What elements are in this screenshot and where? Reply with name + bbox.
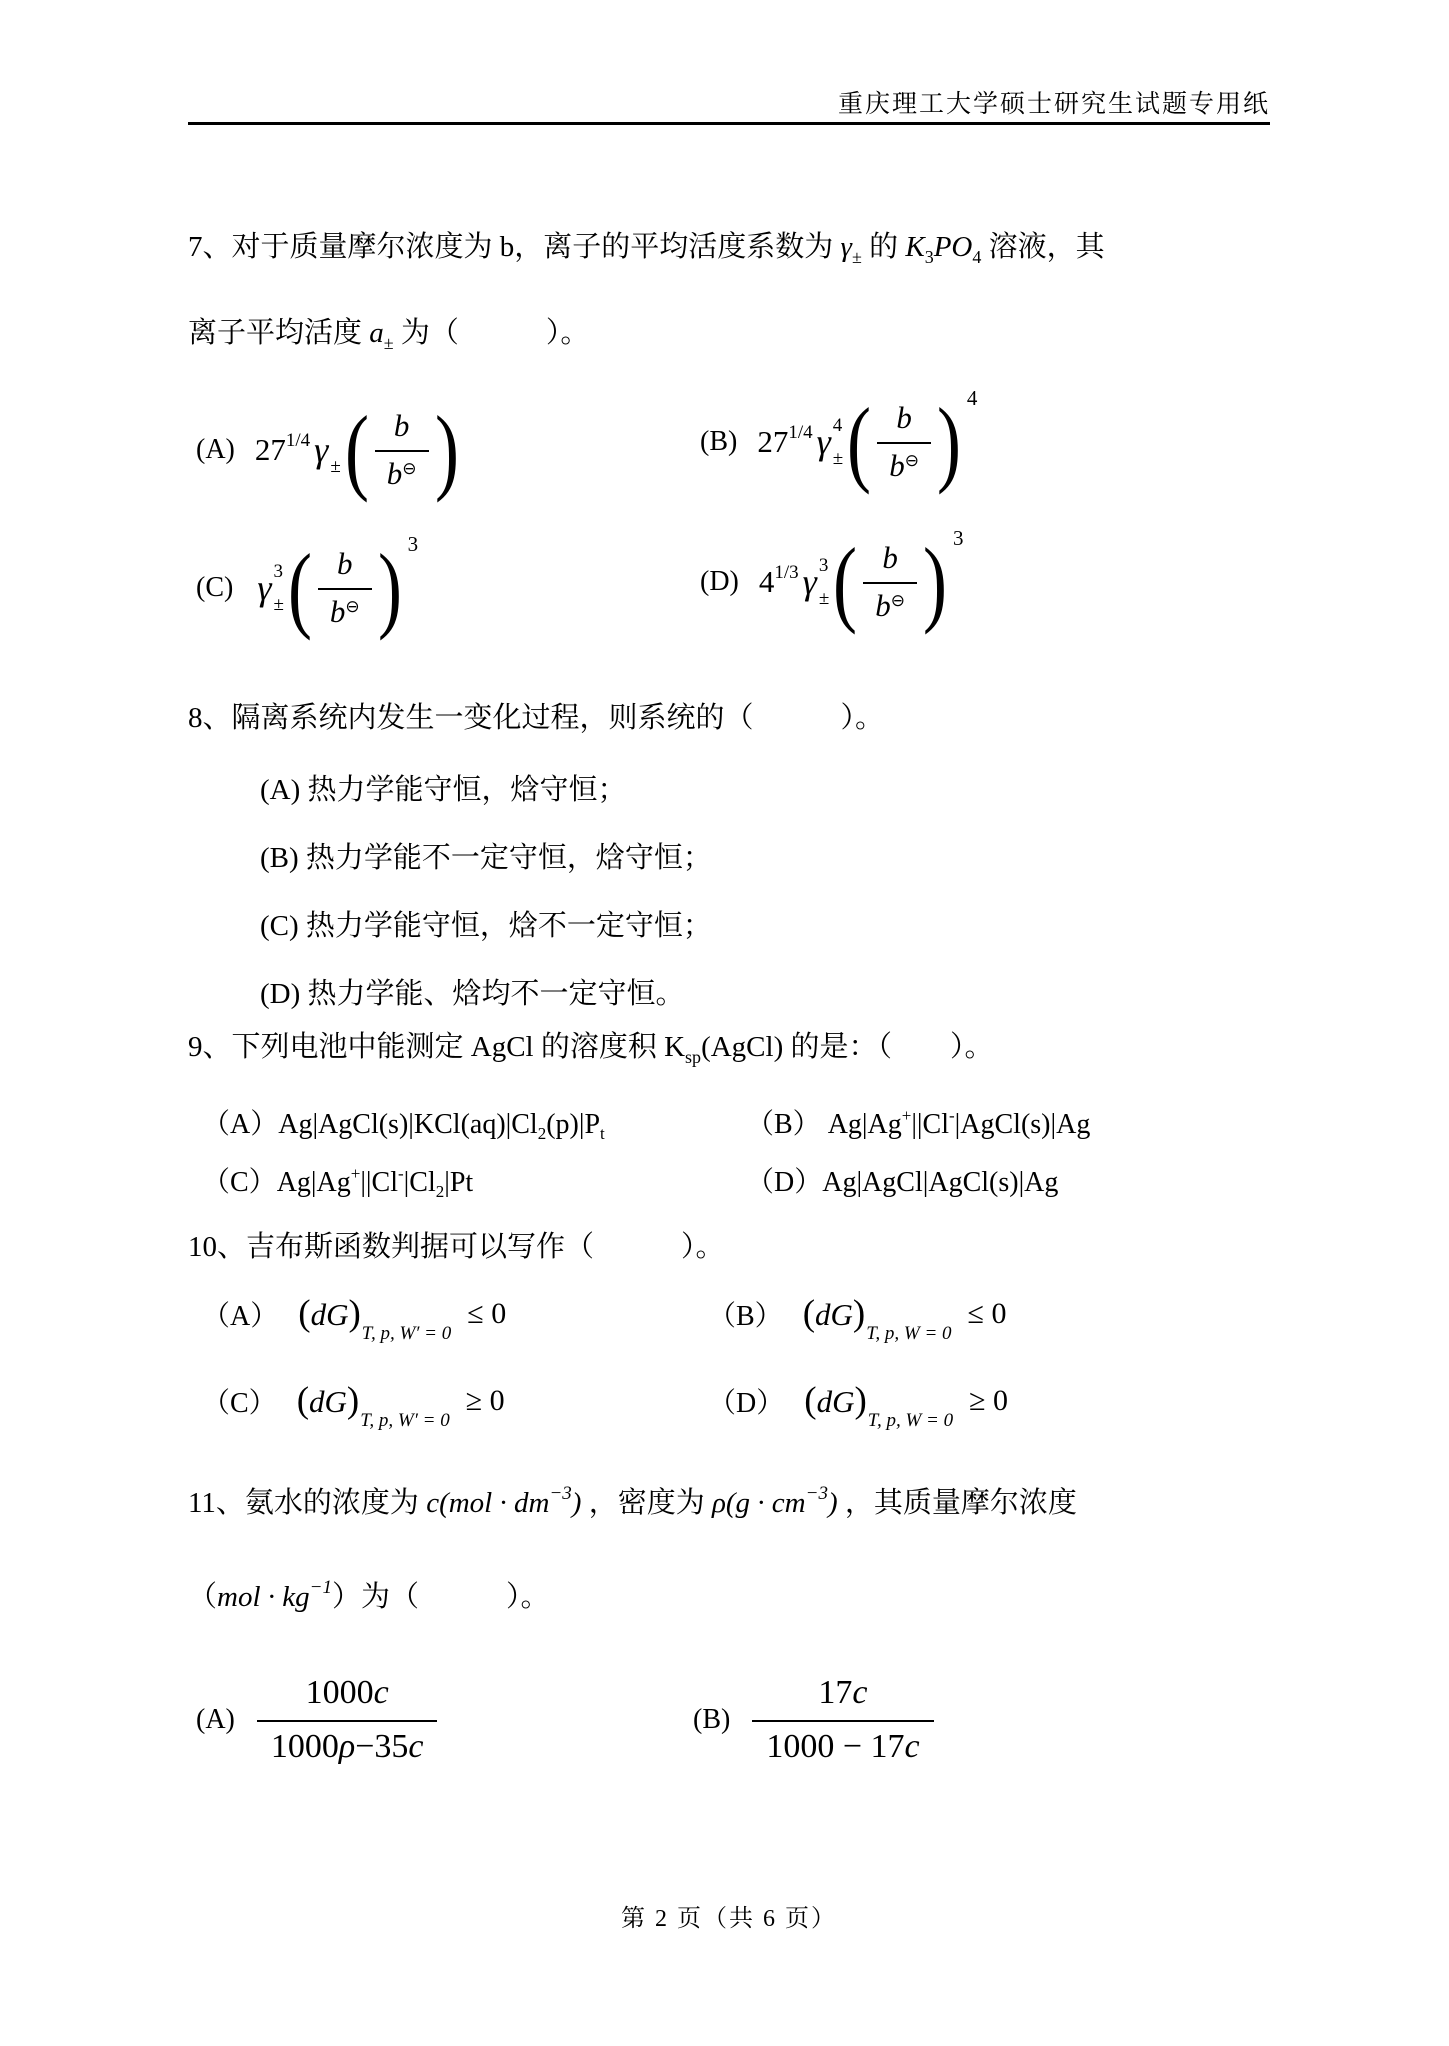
unit-exponent (310, 1577, 332, 1598)
cell-text: Ag|Ag (827, 1109, 902, 1140)
option-label: （A） (202, 1301, 279, 1332)
q10-stem-text: 10、吉布斯函数判据可以写作（ ）。 (188, 1231, 725, 1263)
exp-value: −3 (549, 1483, 572, 1504)
gamma-subscript: ± (818, 588, 830, 609)
k3po4-K-sub: 3 (924, 246, 934, 267)
ksp-argument: (AgCl) (701, 1031, 784, 1063)
q11-stem-text-2: ，密度为 (588, 1487, 705, 1519)
option-label: (C) (196, 572, 234, 603)
q11-stem-text-5: ）为（ ）。 (331, 1581, 550, 1613)
k3po4-PO: PO (933, 231, 973, 263)
gamma-symbol: γ (314, 430, 329, 470)
cell-subscript: 2 (537, 1124, 547, 1143)
rho-symbol: ρ (711, 1487, 726, 1519)
fraction (863, 538, 917, 626)
option-label: (A) (196, 434, 235, 465)
ksp-symbol (664, 1031, 784, 1067)
gamma-subscript: ± (832, 448, 844, 469)
dg-expression (804, 1379, 954, 1431)
num-symbol: c (373, 1674, 389, 1711)
gamma-subscript: ± (273, 594, 284, 615)
dg-expression (298, 1292, 452, 1344)
unit-text: mol · kg (217, 1581, 310, 1613)
right-paren: ) (936, 388, 961, 495)
q7-stem-line2 (188, 310, 589, 351)
left-paren: ( (847, 388, 872, 495)
q10-stem (188, 1224, 725, 1265)
left-paren: ( (833, 528, 858, 635)
coeff-base: 27 (254, 432, 286, 467)
cell-superscript: - (949, 1106, 955, 1125)
q10-option-c (202, 1379, 505, 1431)
condition-subscript: T, p, W′ = 0 (360, 1409, 450, 1431)
den-symbol: c (408, 1728, 424, 1765)
exam-content (188, 0, 1270, 2046)
numerator-symbol: b (337, 546, 353, 581)
fraction-denominator (375, 450, 429, 494)
q8-stem-text: 8、隔离系统内发生一变化过程，则系统的（ ）。 (188, 702, 885, 734)
condition-subscript: T, p, W = 0 (867, 1409, 954, 1431)
condition-subscript: T, p, W = 0 (866, 1322, 952, 1344)
cell-text: ||Cl (911, 1109, 949, 1140)
coefficient (759, 564, 799, 600)
gamma-term (314, 424, 341, 476)
relation: ≤ 0 (967, 1297, 1007, 1330)
right-paren: ) (434, 396, 459, 503)
exam-header-title: 重庆理工大学硕士研究生试题专用纸 (837, 91, 1270, 118)
fraction (752, 1672, 933, 1768)
fraction-denominator (318, 588, 372, 632)
cell-superscript: - (398, 1164, 404, 1183)
cell-notation (276, 1164, 474, 1201)
q9-option-d (746, 1160, 1058, 1200)
fraction (257, 1672, 438, 1768)
fraction (375, 406, 429, 494)
cell-subscript: t (600, 1124, 605, 1143)
right-paren: ) (346, 1379, 360, 1421)
q9-option-c (202, 1160, 473, 1200)
gamma-subscript: ± (330, 456, 341, 477)
left-paren: ( (296, 1379, 310, 1421)
exp-value: −1 (309, 1577, 332, 1598)
cell-text: Ag|AgCl(s)|KCl(aq)|Cl (278, 1109, 538, 1140)
gamma-scripts (833, 416, 843, 468)
density-expression (711, 1483, 838, 1519)
option-label: （B） (708, 1301, 783, 1332)
coeff-exponent: 1/4 (788, 422, 813, 443)
fraction-numerator (863, 538, 917, 582)
gamma-symbol: γ (816, 422, 831, 462)
relation: ≥ 0 (465, 1384, 505, 1417)
right-paren: ) (571, 1487, 582, 1519)
cell-text: Ag|Ag (276, 1167, 351, 1198)
q7-option-a (196, 380, 478, 520)
fraction-denominator (863, 582, 917, 626)
q7-option-b (700, 372, 981, 512)
q7-stem-text-5: 为（ ）。 (400, 317, 590, 349)
concentration-expression (426, 1483, 582, 1519)
dG-symbol: dG (815, 1296, 853, 1332)
fraction-numerator (877, 398, 931, 442)
right-paren: ) (827, 1487, 838, 1519)
den-rho-symbol: ρ (338, 1728, 356, 1765)
q11-stem-line2 (188, 1574, 549, 1615)
page-number-text: 第 2 页（共 6 页） (621, 1906, 837, 1932)
numerator-symbol: b (896, 400, 912, 435)
left-paren: ( (344, 396, 369, 503)
cell-superscript: + (350, 1164, 361, 1183)
fraction-numerator (752, 1672, 933, 1720)
right-paren: ) (852, 1292, 866, 1334)
left-paren: ( (439, 1487, 449, 1519)
numerator-symbol: b (882, 540, 898, 575)
gamma-term (817, 416, 844, 468)
cell-text: |Pt (444, 1167, 474, 1198)
option-label: （C） (202, 1388, 277, 1419)
q7-option-c (196, 518, 422, 658)
condition-subscript: T, p, W′ = 0 (361, 1322, 452, 1344)
q8-option-a (260, 767, 627, 808)
option-label: (A) (196, 1704, 235, 1735)
left-paren: ( (802, 1292, 816, 1334)
cell-text: ||Cl (360, 1167, 398, 1198)
q7-stem-text-4: 离子平均活度 (188, 317, 363, 349)
denominator-symbol: b (329, 594, 346, 629)
outer-exponent: 3 (952, 526, 964, 550)
unit-exponent (549, 1483, 571, 1504)
fraction-numerator (375, 406, 429, 450)
relation: ≤ 0 (467, 1297, 507, 1330)
num-symbol: c (852, 1674, 868, 1711)
left-paren: ( (804, 1379, 817, 1421)
standard-state-icon: ⊖ (890, 591, 905, 611)
outer-exponent: 3 (407, 532, 419, 556)
standard-state-icon: ⊖ (904, 451, 919, 471)
den-number: 1000 − 17 (766, 1728, 905, 1765)
option-label: （D） (708, 1388, 785, 1419)
denominator-symbol: b (875, 588, 891, 623)
ksp-subscript: sp (685, 1046, 702, 1067)
k3po4-K: K (905, 231, 925, 263)
q10-option-d (708, 1379, 1009, 1431)
gamma-symbol: γ (257, 568, 272, 608)
q9-stem-text-1: 9、下列电池中能测定 AgCl 的溶度积 (188, 1031, 657, 1063)
q10-option-a (202, 1292, 507, 1344)
k3po4-PO-sub: 4 (972, 246, 982, 267)
q9-option-a (202, 1102, 605, 1142)
fraction (318, 544, 372, 632)
denominator-symbol: b (889, 448, 905, 483)
unit-exponent (806, 1483, 828, 1504)
left-paren: ( (287, 534, 312, 641)
q7-stem-text-2: 的 (869, 231, 899, 263)
gamma-superscript: 3 (818, 555, 829, 576)
cell-notation (827, 1106, 1091, 1140)
q11-stem-line1 (188, 1480, 1077, 1521)
q8-option-c (260, 903, 712, 944)
fraction-denominator (752, 1720, 933, 1768)
fraction-denominator (257, 1720, 438, 1768)
dG-symbol: dG (309, 1383, 347, 1419)
q11-stem-text-4: （ (188, 1581, 218, 1613)
q7-stem-line1 (188, 224, 1105, 265)
fraction-numerator (257, 1672, 438, 1720)
right-paren: ) (377, 534, 402, 641)
q11-option-b (693, 1645, 936, 1795)
cell-notation (278, 1109, 605, 1143)
unit-text: mol · dm (448, 1487, 550, 1519)
q11-option-a (196, 1645, 439, 1795)
cell-text: Ag|AgCl|AgCl(s)|Ag (822, 1167, 1059, 1198)
option-label: (B) (693, 1704, 731, 1735)
gamma-scripts (274, 562, 284, 614)
coeff-exponent: 1/4 (285, 430, 311, 451)
cell-text: (p)|P (546, 1109, 601, 1140)
gamma-superscript: 3 (273, 561, 284, 582)
cell-text: |AgCl(s)|Ag (954, 1109, 1091, 1140)
option-label: （D） (746, 1167, 823, 1198)
option-label: （B） (746, 1109, 821, 1140)
den-number-2: −35 (355, 1728, 409, 1765)
cell-superscript: + (901, 1106, 912, 1125)
cell-notation (822, 1167, 1058, 1198)
option-label: （A） (202, 1109, 279, 1140)
option-label: (D) (700, 566, 739, 597)
cell-subscript: 2 (435, 1182, 445, 1201)
outer-exponent: 4 (966, 386, 978, 410)
right-paren: ) (854, 1379, 867, 1421)
ksp-base: K (664, 1031, 686, 1063)
standard-state-icon: ⊖ (345, 597, 360, 617)
dg-expression (296, 1379, 450, 1431)
coefficient (255, 432, 310, 468)
q7-stem-text-1: 7、对于质量摩尔浓度为 b，离子的平均活度系数为 (188, 231, 834, 263)
den-number-1: 1000 (270, 1728, 339, 1765)
coeff-base: 27 (757, 424, 789, 459)
coefficient (757, 424, 812, 460)
option-text: (A) 热力学能守恒，焓守恒； (260, 774, 627, 806)
option-text: (B) 热力学能不一定守恒，焓守恒； (260, 842, 712, 874)
q7-option-d (700, 512, 967, 652)
q9-option-b (746, 1102, 1090, 1142)
q8-stem (188, 695, 884, 736)
q7-stem-text-3: 溶液，其 (988, 231, 1105, 263)
right-paren: ) (348, 1292, 361, 1334)
unit-text: g · cm (735, 1487, 806, 1519)
c-symbol: c (426, 1487, 440, 1519)
numerator-symbol: b (393, 408, 410, 443)
standard-state-icon: ⊖ (402, 459, 417, 479)
dG-symbol: dG (816, 1383, 855, 1419)
gamma-scripts (819, 556, 829, 608)
q11-stem-text-1: 11、氨水的浓度为 (188, 1487, 419, 1519)
q10-option-b (708, 1292, 1007, 1344)
gamma-symbol: γ (802, 562, 817, 602)
coeff-exponent: 1/3 (774, 562, 799, 583)
denominator-symbol: b (386, 456, 403, 491)
option-label: （C） (202, 1167, 277, 1198)
activity-symbol: a (369, 317, 384, 349)
gamma-superscript: 4 (832, 415, 843, 436)
fraction-denominator (877, 442, 931, 486)
q8-option-d (260, 971, 685, 1012)
gamma-pm-symbol: γ (840, 231, 852, 263)
cell-text: |Cl (403, 1167, 436, 1198)
num-number: 1000 (305, 1674, 374, 1711)
gamma-pm-subscript: ± (851, 246, 862, 267)
num-number: 17 (818, 1674, 853, 1711)
gamma-term (803, 556, 830, 608)
fraction (877, 398, 931, 486)
option-text: (C) 热力学能守恒，焓不一定守恒； (260, 910, 712, 942)
exp-value: −3 (805, 1483, 828, 1504)
q11-stem-text-3: ，其质量摩尔浓度 (844, 1487, 1077, 1519)
right-paren: ) (922, 528, 947, 635)
activity-subscript: ± (383, 332, 394, 353)
page-footer (188, 1898, 1270, 1933)
q9-stem (188, 1024, 994, 1065)
left-paren: ( (298, 1292, 311, 1334)
relation: ≥ 0 (969, 1384, 1009, 1417)
option-label: (B) (700, 426, 738, 457)
dg-expression (802, 1292, 952, 1344)
q9-stem-text-2: 的是：（ ）。 (790, 1031, 994, 1063)
gamma-term (257, 562, 284, 614)
fraction-numerator (318, 544, 372, 588)
left-paren: ( (725, 1487, 736, 1519)
dG-symbol: dG (310, 1296, 349, 1332)
option-text: (D) 热力学能、焓均不一定守恒。 (260, 978, 685, 1010)
q8-option-b (260, 835, 712, 876)
den-symbol: c (904, 1728, 920, 1765)
gamma-scripts (330, 424, 340, 476)
coeff-base: 4 (758, 564, 775, 599)
